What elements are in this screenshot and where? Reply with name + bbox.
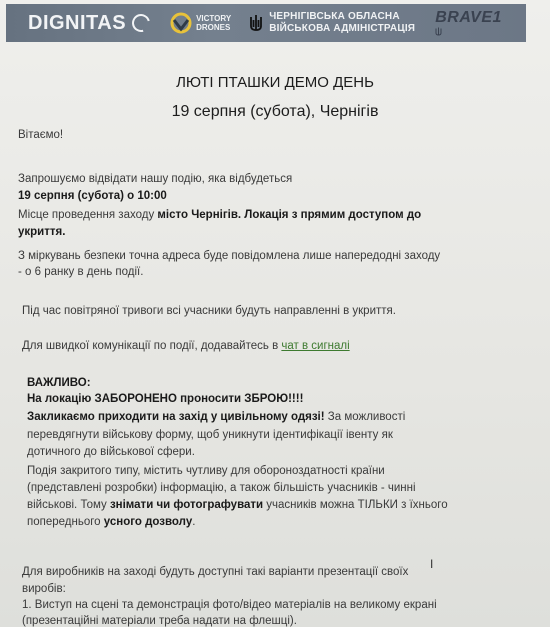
closed-3c: учасників можна ТІЛЬКИ з їхнього xyxy=(263,499,448,511)
weapons-ban: На локацію ЗАБОРОНЕНО проносити ЗБРОЮ!!!! xyxy=(27,393,304,405)
venue-line xyxy=(18,208,421,223)
comms-line xyxy=(22,339,350,354)
closed-event-line-2: (представлені розробки) інформацію, а також більшість учасників - чинні xyxy=(27,482,416,494)
invite-text: Запрошуємо відвідати нашу подію, яка відбудеться xyxy=(18,173,293,185)
closed-event-line-1: Подія закритого типу, містить чутливу для обороноздатності країни xyxy=(27,465,385,477)
victory-drones-icon xyxy=(170,12,192,34)
comms-prefix: Для швидкої комунікації по події, додавайтесь в xyxy=(22,340,282,352)
victory-text-line1: VICTORY xyxy=(196,14,232,23)
greeting: Вітаємо! xyxy=(18,129,64,141)
brave1-tryzub-icon xyxy=(435,27,442,36)
closed-event-line-4 xyxy=(27,515,195,530)
victory-text-line2: DRONES xyxy=(196,23,231,32)
civil-clothes-line-3: дотичного до військової сфери. xyxy=(27,446,195,458)
producers-item-1-cont: (презентаційні матеріали треба надати на флешці). xyxy=(22,615,297,627)
closed-3b: знімати чи фотографувати xyxy=(109,499,264,511)
producers-line-2: виробів: xyxy=(22,583,66,595)
venue-bold: місто Чернігів. Локація з прямим доступом до xyxy=(157,209,422,221)
producers-line-1: Для виробників на заході будуть доступні такі варіанти презентації своїх xyxy=(22,566,409,578)
closed-4a: попереднього xyxy=(27,516,104,528)
air-alarm-notice: Під час повітряної тривоги всі учасники будуть направленні в укриття. xyxy=(22,305,396,317)
brave1-logo xyxy=(435,10,502,36)
important-heading: ВАЖЛИВО: xyxy=(27,377,91,389)
civil-clothes-line-2: перевдягнути військову форму, щоб уникнути ідентифікації івенту як xyxy=(27,429,393,441)
venue-prefix: Місце проведення заходу xyxy=(18,209,158,221)
closed-4b: усного дозволу xyxy=(103,516,193,528)
brave1-logo-text: BRAVE1 xyxy=(435,9,502,26)
event-date-title: 19 серпня (субота), Чернігів xyxy=(171,103,379,120)
venue-bold-2: укриття. xyxy=(18,226,66,238)
regional-administration-logo xyxy=(249,11,415,35)
region-text-line2: ВІЙСЬКОВА АДМІНІСТРАЦІЯ xyxy=(269,23,416,34)
event-datetime: 19 серпня (субота) о 10:00 xyxy=(18,190,167,202)
civil-clothes-rest: За можливості xyxy=(324,411,406,423)
civil-clothes-line xyxy=(27,410,405,425)
dignitas-logo xyxy=(28,12,150,35)
dignitas-mark-icon xyxy=(129,11,154,36)
closed-4c: . xyxy=(192,516,196,528)
tryzub-icon xyxy=(249,14,263,32)
civil-clothes-bold: Закликаємо приходити на захід у цивільному одязі! xyxy=(27,411,325,423)
signal-chat-link[interactable]: чат в сигналі xyxy=(281,340,350,352)
victory-drones-logo xyxy=(170,12,231,34)
event-title: ЛЮТІ ПТАШКИ ДЕМО ДЕНЬ xyxy=(176,74,374,91)
closed-event-line-3 xyxy=(27,498,448,513)
security-line-2: - о 6 ранку в день події. xyxy=(18,266,144,278)
brave1-sub xyxy=(435,27,496,36)
region-text-line1: ЧЕРНІГІВСЬКА ОБЛАСНА xyxy=(269,11,400,22)
closed-3a: військові. Тому xyxy=(27,499,110,511)
security-line-1: З міркувань безпеки точна адреса буде повідомлена лише напередодні заходу xyxy=(18,250,441,262)
producers-item-1: 1. Виступ на сцені та демонстрація фото/відео матеріалів на великому екрані xyxy=(22,599,437,611)
dignitas-logo-text: DIGNITAS xyxy=(28,11,127,34)
logo-banner xyxy=(6,4,526,42)
text-cursor-icon: I xyxy=(430,557,434,571)
